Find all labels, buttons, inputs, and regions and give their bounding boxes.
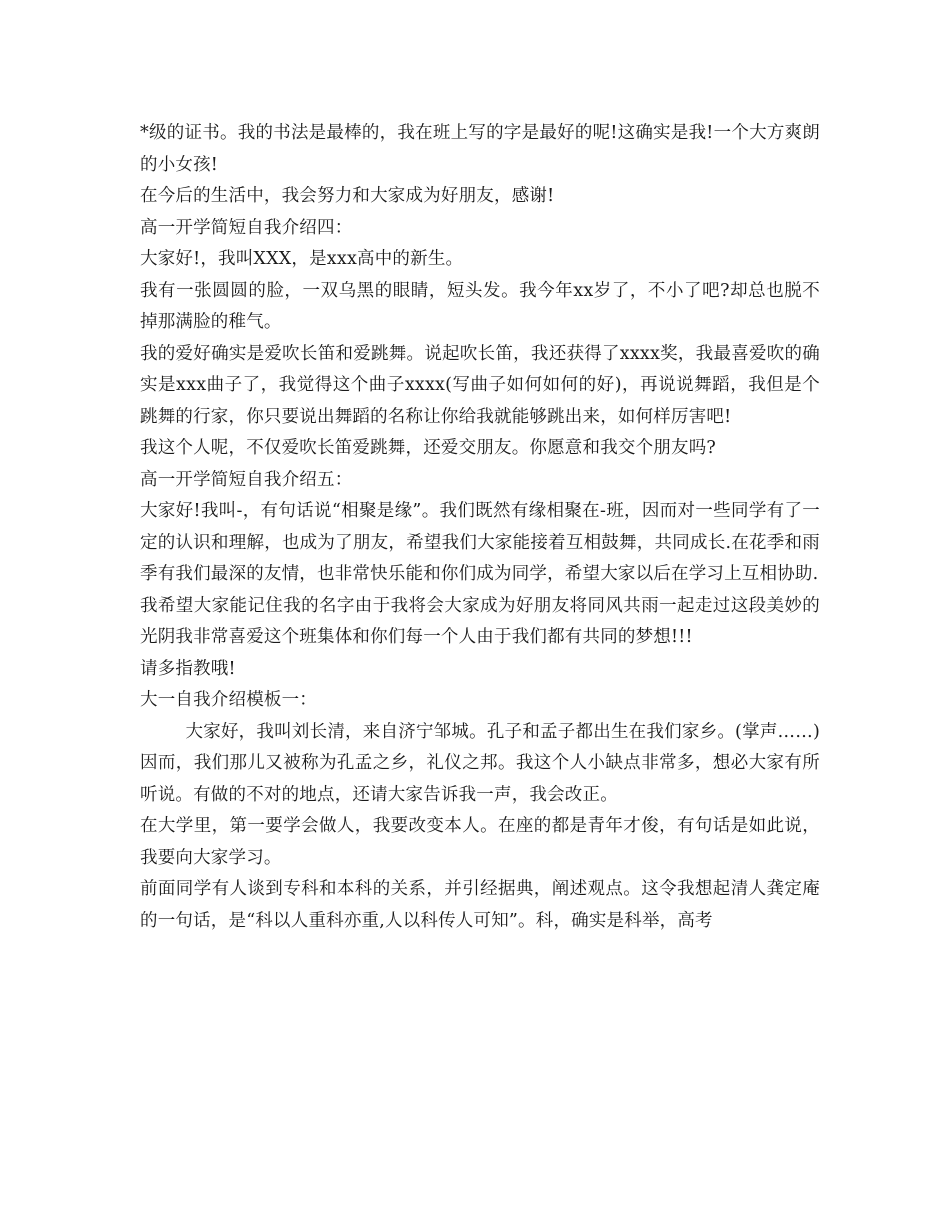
paragraph-2: 在今后的生活中，我会努力和大家成为好朋友，感谢!: [140, 186, 555, 206]
paragraph-10: 我希望大家能记住我的名字由于我将会大家成为好朋友将同风共雨一起走过这段美妙的光阴我非常喜爱这个班集体和你们每一个人由于我们都有共同的梦想!!!: [140, 595, 820, 647]
paragraph-1: *级的证书。我的书法是最棒的，我在班上写的字是最好的呢!这确实是我!一个大方爽朗的小女孩!: [140, 123, 820, 175]
paragraph-7: 我这个人呢，不仅爱吹长笛爱跳舞，还爱交朋友。你愿意和我交个朋友吗?: [140, 438, 716, 458]
paragraph-4: 大家好!，我叫XXX，是xxx高中的新生。: [140, 249, 464, 269]
paragraph-6: 我的爱好确实是爱吹长笛和爱跳舞。说起吹长笛，我还获得了xxxx奖，我最喜爱吹的确实是xxx曲子了，我觉得这个曲子xxxx(写曲子如何如何的好)，再说说舞蹈，我但是个跳舞的行家，你只要说出舞蹈的名称让你给我就能够跳出来，如何样厉害吧!: [140, 343, 820, 427]
section-heading-template-1: 大一自我介绍模板一：: [140, 690, 317, 710]
section-heading-4: 高一开学简短自我介绍四：: [140, 217, 353, 238]
paragraph-9: 大家好!我叫-，有句话说“相聚是缘”。我们既然有缘相聚在-班，因而对一些同学有了一定的认识和理解，也成为了朋友，希望我们大家能接着互相鼓舞，共同成长.在花季和雨季有我们最深的友情，也非常快乐能和你们成为同学，希望大家以后在学习上互相协助.: [140, 501, 820, 584]
section-heading-5: 高一开学简短自我介绍五：: [140, 469, 353, 490]
paragraph-15: 前面同学有人谈到专科和本科的关系，并引经据典，阐述观点。这令我想起清人龚定庵的一句话，是“科以人重科亦重,人以科传人可知”。科，确实是科举，高考: [140, 879, 820, 931]
document-body: [140, 118, 820, 937]
paragraph-11: 请多指教哦!: [140, 658, 236, 679]
paragraph-13: 大家好，我叫刘长清，来自济宁邹城。孔子和孟子都出生在我们家乡。(掌声……)因而，我们那儿又被称为孔孟之乡，礼仪之邦。我这个人小缺点非常多，想必大家有所听说。有做的不对的地点，还请大家告诉我一声，我会改正。: [140, 721, 820, 805]
paragraph-5: 我有一张圆圆的脸，一双乌黑的眼睛，短头发。我今年xx岁了，不小了吧?却总也脱不掉那满脸的稚气。: [140, 280, 820, 332]
paragraph-14: 在大学里，第一要学会做人，我要改变本人。在座的都是青年才俊，有句话是如此说，我要向大家学习。: [140, 816, 820, 868]
